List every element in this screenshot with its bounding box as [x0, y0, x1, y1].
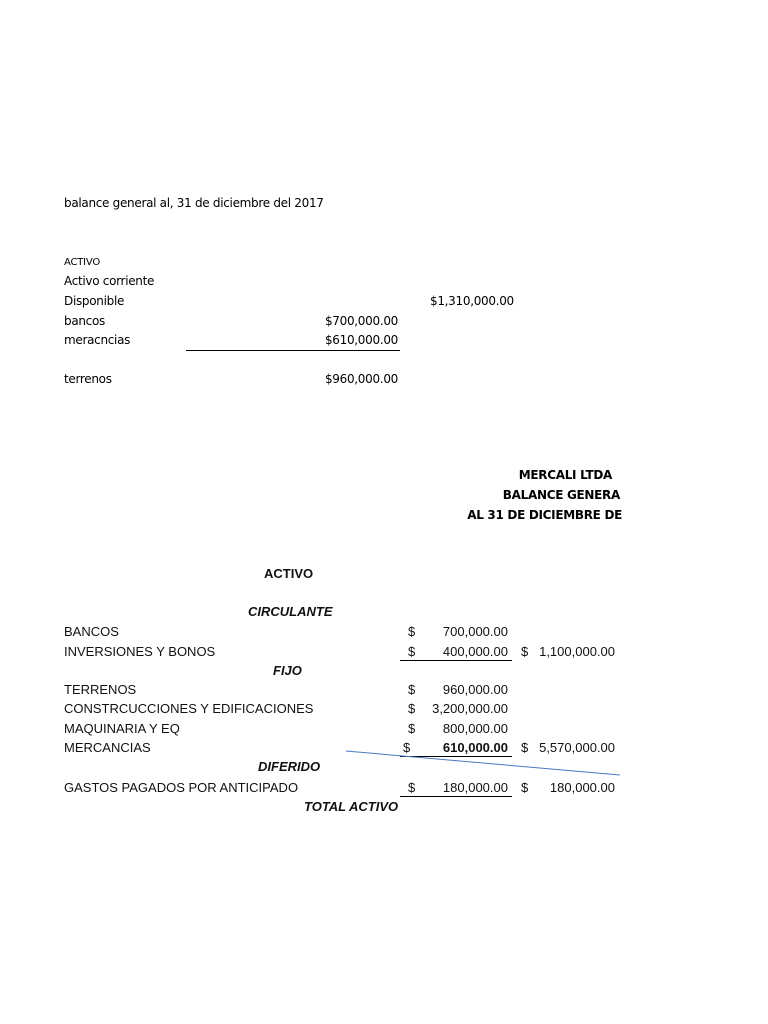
currency-sign: $: [408, 721, 416, 736]
row-amount-terrenos: 960,000.00: [442, 682, 508, 697]
currency-sign: $: [408, 644, 416, 659]
row-label-construcciones: CONSTRCUCCIONES Y EDIFICACIONES: [64, 701, 314, 716]
subtotal-fijo: 5,570,000.00: [539, 740, 615, 755]
currency-sign: $: [408, 682, 416, 697]
terrenos-label: terrenos: [64, 372, 112, 386]
currency-sign: $: [521, 740, 529, 755]
row-amount-maquinaria: 800,000.00: [442, 721, 508, 736]
subtotal-rule: [400, 796, 512, 797]
mercancias-value: $610,000.00: [324, 333, 398, 347]
row-label-mercancias: MERCANCIAS: [64, 740, 151, 755]
annotation-stroke: [340, 745, 630, 780]
terrenos-value: $960,000.00: [324, 372, 398, 386]
row-amount-bancos: 700,000.00: [442, 624, 508, 639]
disponible-value: $1,310,000.00: [430, 294, 514, 308]
row-label-bancos: BANCOS: [64, 624, 119, 639]
disponible-label: Disponible: [64, 294, 125, 308]
currency-sign: $: [408, 780, 416, 795]
report-title: BALANCE GENERA: [502, 488, 620, 502]
total-activo-label: TOTAL ACTIVO: [304, 799, 399, 814]
row-amount-inversiones: 400,000.00: [442, 644, 508, 659]
report-date: AL 31 DE DICIEMBRE DE: [467, 508, 622, 522]
bancos-value: $700,000.00: [324, 314, 398, 328]
currency-sign: $: [403, 740, 411, 755]
row-label-maquinaria: MAQUINARIA Y EQ: [64, 721, 180, 736]
currency-sign: $: [408, 701, 416, 716]
row-amount-mercancias: 610,000.00: [442, 740, 508, 755]
row-label-gastos: GASTOS PAGADOS POR ANTICIPADO: [64, 780, 299, 795]
section-diferido: DIFERIDO: [258, 759, 321, 774]
subtotal-diferido: 180,000.00: [549, 780, 615, 795]
mercancias-label: meracncias: [64, 333, 131, 347]
company-name: MERCALI LTDA: [518, 468, 612, 482]
currency-sign: $: [408, 624, 416, 639]
row-label-terrenos: TERRENOS: [64, 682, 137, 697]
subtotal-rule: [400, 660, 512, 661]
activo-corriente-label: Activo corriente: [64, 274, 155, 288]
section-activo: ACTIVO: [264, 566, 314, 581]
section-fijo: FIJO: [273, 663, 302, 678]
row-label-inversiones: INVERSIONES Y BONOS: [64, 644, 216, 659]
row-amount-gastos: 180,000.00: [442, 780, 508, 795]
currency-sign: $: [521, 644, 529, 659]
row-amount-construcciones: 3,200,000.00: [432, 701, 508, 716]
top-activo-label: ACTIVO: [64, 257, 101, 268]
subtotal-circulante: 1,100,000.00: [539, 644, 615, 659]
currency-sign: $: [521, 780, 529, 795]
subtotal-rule: [186, 350, 400, 351]
section-circulante: CIRCULANTE: [248, 604, 333, 619]
bancos-label: bancos: [64, 314, 105, 328]
top-title: balance general al, 31 de diciembre del 2017: [64, 196, 324, 210]
